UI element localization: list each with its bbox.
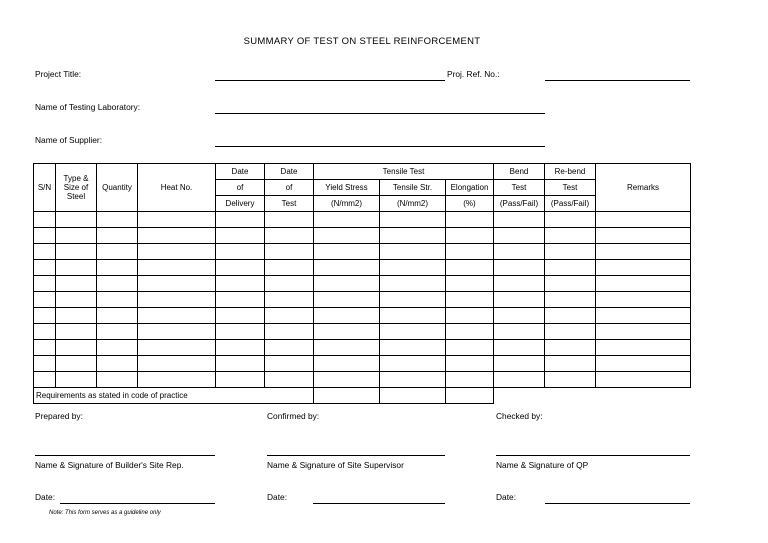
- qp-signature-line[interactable]: [496, 455, 690, 456]
- table-cell[interactable]: [596, 356, 691, 372]
- supervisor-signature-line[interactable]: [267, 455, 445, 456]
- table-cell[interactable]: [494, 244, 545, 260]
- rebend-line-1: Re-bend: [545, 164, 596, 180]
- elongation-line-1: Elongation: [446, 180, 494, 196]
- table-cell[interactable]: [494, 340, 545, 356]
- requirements-row: [34, 388, 691, 404]
- table-cell[interactable]: [97, 340, 138, 356]
- confirmed-by-label: Confirmed by:: [267, 411, 320, 421]
- date-field-2[interactable]: [313, 503, 445, 504]
- date-label-3: Date:: [496, 492, 517, 502]
- table-cell[interactable]: [494, 228, 545, 244]
- table-cell[interactable]: [545, 356, 596, 372]
- table-cell[interactable]: [596, 340, 691, 356]
- form-title: SUMMARY OF TEST ON STEEL REINFORCEMENT: [243, 36, 481, 47]
- table-cell[interactable]: [56, 324, 97, 340]
- table-cell[interactable]: [97, 212, 138, 228]
- table-cell[interactable]: [138, 308, 216, 324]
- table-cell[interactable]: [97, 260, 138, 276]
- col-type-size-header: [56, 164, 97, 212]
- table-cell[interactable]: [265, 212, 314, 228]
- type-size-line-3: Steel: [66, 192, 86, 202]
- date-test-line-3: Test: [265, 196, 314, 212]
- table-cell[interactable]: [380, 356, 446, 372]
- date-test-line-1: Date: [265, 164, 314, 180]
- table-cell[interactable]: [314, 260, 380, 276]
- table-cell[interactable]: [56, 308, 97, 324]
- table-cell[interactable]: [380, 276, 446, 292]
- data-rows: [34, 212, 691, 388]
- table-cell[interactable]: [545, 372, 596, 388]
- table-cell[interactable]: [545, 244, 596, 260]
- table-cell[interactable]: [138, 244, 216, 260]
- table-cell[interactable]: [596, 212, 691, 228]
- header-row-1: [34, 164, 691, 180]
- table-cell[interactable]: [446, 340, 494, 356]
- table-cell[interactable]: [34, 292, 56, 308]
- table-cell[interactable]: [545, 260, 596, 276]
- project-title-label: Project Title:: [35, 69, 82, 79]
- table-cell[interactable]: [596, 292, 691, 308]
- table-cell[interactable]: [314, 356, 380, 372]
- table-cell[interactable]: [56, 292, 97, 308]
- table-cell[interactable]: [494, 372, 545, 388]
- table-cell[interactable]: [138, 372, 216, 388]
- table-cell[interactable]: [97, 356, 138, 372]
- table-cell[interactable]: [380, 244, 446, 260]
- table-cell[interactable]: [216, 276, 265, 292]
- table-cell[interactable]: [380, 372, 446, 388]
- table-cell[interactable]: [380, 340, 446, 356]
- table-row: [34, 340, 691, 356]
- table-cell[interactable]: [56, 340, 97, 356]
- table-cell[interactable]: [314, 372, 380, 388]
- bend-line-3: (Pass/Fail): [494, 196, 545, 212]
- table-cell[interactable]: [216, 340, 265, 356]
- table-cell[interactable]: [34, 340, 56, 356]
- table-cell[interactable]: [138, 212, 216, 228]
- req-empty-tail: [494, 388, 691, 404]
- date-label-2: Date:: [267, 492, 288, 502]
- table-row: [34, 244, 691, 260]
- table-cell[interactable]: [265, 276, 314, 292]
- table-cell[interactable]: [216, 244, 265, 260]
- table-cell[interactable]: [216, 372, 265, 388]
- table-cell[interactable]: [596, 228, 691, 244]
- table-cell[interactable]: [545, 308, 596, 324]
- table-cell[interactable]: [265, 324, 314, 340]
- req-yield-cell[interactable]: [314, 388, 380, 404]
- table-cell[interactable]: [138, 356, 216, 372]
- table-cell[interactable]: [265, 228, 314, 244]
- table-cell[interactable]: [97, 276, 138, 292]
- table-row: [34, 212, 691, 228]
- table-cell[interactable]: [596, 308, 691, 324]
- table-cell[interactable]: [494, 356, 545, 372]
- table-cell[interactable]: [494, 292, 545, 308]
- proj-ref-field[interactable]: [545, 80, 690, 81]
- table-cell[interactable]: [446, 308, 494, 324]
- table-cell[interactable]: [265, 372, 314, 388]
- table-cell[interactable]: [446, 292, 494, 308]
- table-cell[interactable]: [596, 260, 691, 276]
- table-cell[interactable]: [265, 260, 314, 276]
- table-cell[interactable]: [216, 260, 265, 276]
- table-cell[interactable]: [56, 228, 97, 244]
- table-cell[interactable]: [596, 276, 691, 292]
- table-cell[interactable]: [314, 340, 380, 356]
- guideline-note: Note: This form serves as a guideline only: [49, 510, 161, 516]
- table-cell[interactable]: [216, 324, 265, 340]
- table-cell[interactable]: [314, 244, 380, 260]
- table-row: [34, 372, 691, 388]
- table-cell[interactable]: [446, 228, 494, 244]
- table-cell[interactable]: [138, 260, 216, 276]
- table-cell[interactable]: [314, 212, 380, 228]
- table-cell[interactable]: [34, 372, 56, 388]
- table-cell[interactable]: [56, 260, 97, 276]
- table-cell[interactable]: [494, 276, 545, 292]
- table-cell[interactable]: [34, 244, 56, 260]
- table-cell[interactable]: [56, 212, 97, 228]
- yield-stress-line-2: (N/mm2): [314, 196, 380, 212]
- table-row: [34, 308, 691, 324]
- table-cell[interactable]: [545, 276, 596, 292]
- builder-signature-line[interactable]: [35, 455, 215, 456]
- rebend-line-3: (Pass/Fail): [545, 196, 596, 212]
- date-delivery-line-1: Date: [216, 164, 265, 180]
- table-cell[interactable]: [314, 308, 380, 324]
- table-cell[interactable]: [494, 212, 545, 228]
- table-cell[interactable]: [446, 356, 494, 372]
- proj-ref-label: Proj. Ref. No.:: [447, 69, 500, 79]
- table-cell[interactable]: [446, 372, 494, 388]
- table-cell[interactable]: [446, 212, 494, 228]
- table-cell[interactable]: [545, 212, 596, 228]
- table-cell[interactable]: [216, 308, 265, 324]
- testing-lab-label: Name of Testing Laboratory:: [35, 102, 141, 112]
- table-cell[interactable]: [34, 212, 56, 228]
- table-cell[interactable]: [380, 308, 446, 324]
- table-cell[interactable]: [596, 372, 691, 388]
- table-cell[interactable]: [314, 276, 380, 292]
- table-row: [34, 324, 691, 340]
- table-cell[interactable]: [216, 292, 265, 308]
- table-cell[interactable]: [97, 228, 138, 244]
- table-cell[interactable]: [97, 324, 138, 340]
- table-cell[interactable]: [34, 260, 56, 276]
- elongation-line-2: (%): [446, 196, 494, 212]
- table-cell[interactable]: [97, 372, 138, 388]
- table-cell[interactable]: [138, 228, 216, 244]
- table-cell[interactable]: [545, 324, 596, 340]
- table-row: [34, 292, 691, 308]
- table-cell[interactable]: [34, 324, 56, 340]
- table-cell[interactable]: [56, 372, 97, 388]
- supplier-label: Name of Supplier:: [35, 135, 103, 145]
- type-size-line-1: Type &: [63, 173, 89, 183]
- table-cell[interactable]: [446, 244, 494, 260]
- table-cell[interactable]: [596, 244, 691, 260]
- requirements-label: Requirements as stated in code of practice: [34, 388, 314, 404]
- date-label-1: Date:: [35, 492, 56, 502]
- table-row: [34, 356, 691, 372]
- rebend-line-2: Test: [545, 180, 596, 196]
- table-cell[interactable]: [265, 308, 314, 324]
- tensile-str-line-2: (N/mm2): [380, 196, 446, 212]
- type-size-line-2: Size of: [63, 182, 89, 192]
- site-supervisor-label: Name & Signature of Site Supervisor: [267, 460, 404, 470]
- table-row: [34, 260, 691, 276]
- table-cell[interactable]: [138, 276, 216, 292]
- table-cell[interactable]: [314, 292, 380, 308]
- table-cell[interactable]: [494, 324, 545, 340]
- table-cell[interactable]: [494, 260, 545, 276]
- table-cell[interactable]: [545, 228, 596, 244]
- table-cell[interactable]: [314, 324, 380, 340]
- table-cell[interactable]: [380, 212, 446, 228]
- testing-lab-field[interactable]: [215, 113, 545, 114]
- checked-by-label: Checked by:: [496, 411, 543, 421]
- table-cell[interactable]: [97, 308, 138, 324]
- table-cell[interactable]: [596, 324, 691, 340]
- supplier-field[interactable]: [215, 146, 545, 147]
- date-delivery-line-2: of: [216, 180, 265, 196]
- table-cell[interactable]: [380, 260, 446, 276]
- table-cell[interactable]: [446, 276, 494, 292]
- table-row: [34, 276, 691, 292]
- table-cell[interactable]: [545, 292, 596, 308]
- table-cell[interactable]: [138, 292, 216, 308]
- date-field-1[interactable]: [60, 503, 215, 504]
- bend-line-1: Bend: [494, 164, 545, 180]
- table-cell[interactable]: [34, 356, 56, 372]
- table-cell[interactable]: [34, 308, 56, 324]
- table-cell[interactable]: [380, 292, 446, 308]
- bend-line-2: Test: [494, 180, 545, 196]
- project-title-field[interactable]: [215, 80, 445, 81]
- table-cell[interactable]: [56, 276, 97, 292]
- table-cell[interactable]: [380, 324, 446, 340]
- table-cell[interactable]: [265, 356, 314, 372]
- col-quantity-header: Quantity: [97, 164, 138, 212]
- date-delivery-line-3: Delivery: [216, 196, 265, 212]
- prepared-by-label: Prepared by:: [35, 411, 83, 421]
- table-row: [34, 228, 691, 244]
- date-test-line-2: of: [265, 180, 314, 196]
- table-cell[interactable]: [216, 212, 265, 228]
- req-tensile-cell[interactable]: [380, 388, 446, 404]
- table-cell[interactable]: [446, 324, 494, 340]
- table-cell[interactable]: [446, 260, 494, 276]
- col-remarks-header: Remarks: [596, 164, 691, 212]
- table-cell[interactable]: [97, 244, 138, 260]
- req-elongation-cell[interactable]: [446, 388, 494, 404]
- tensile-test-header: Tensile Test: [314, 164, 494, 180]
- table-cell[interactable]: [494, 308, 545, 324]
- yield-stress-line-1: Yield Stress: [314, 180, 380, 196]
- tensile-str-line-1: Tensile Str.: [380, 180, 446, 196]
- qp-label: Name & Signature of QP: [496, 460, 589, 470]
- builder-rep-label: Name & Signature of Builder's Site Rep.: [35, 460, 184, 470]
- table-cell[interactable]: [97, 292, 138, 308]
- col-sn-header: S/N: [34, 164, 56, 212]
- date-field-3[interactable]: [545, 503, 690, 504]
- table-cell[interactable]: [138, 324, 216, 340]
- table-cell[interactable]: [265, 340, 314, 356]
- table-cell[interactable]: [545, 340, 596, 356]
- table-cell[interactable]: [265, 292, 314, 308]
- table-cell[interactable]: [216, 356, 265, 372]
- table-cell[interactable]: [56, 244, 97, 260]
- col-heat-no-header: Heat No.: [138, 164, 216, 212]
- test-summary-table: [33, 163, 691, 404]
- table-cell[interactable]: [138, 340, 216, 356]
- table-cell[interactable]: [314, 228, 380, 244]
- table-cell[interactable]: [216, 228, 265, 244]
- table-cell[interactable]: [380, 228, 446, 244]
- table-cell[interactable]: [56, 356, 97, 372]
- table-cell[interactable]: [265, 244, 314, 260]
- table-cell[interactable]: [34, 276, 56, 292]
- table-cell[interactable]: [34, 228, 56, 244]
